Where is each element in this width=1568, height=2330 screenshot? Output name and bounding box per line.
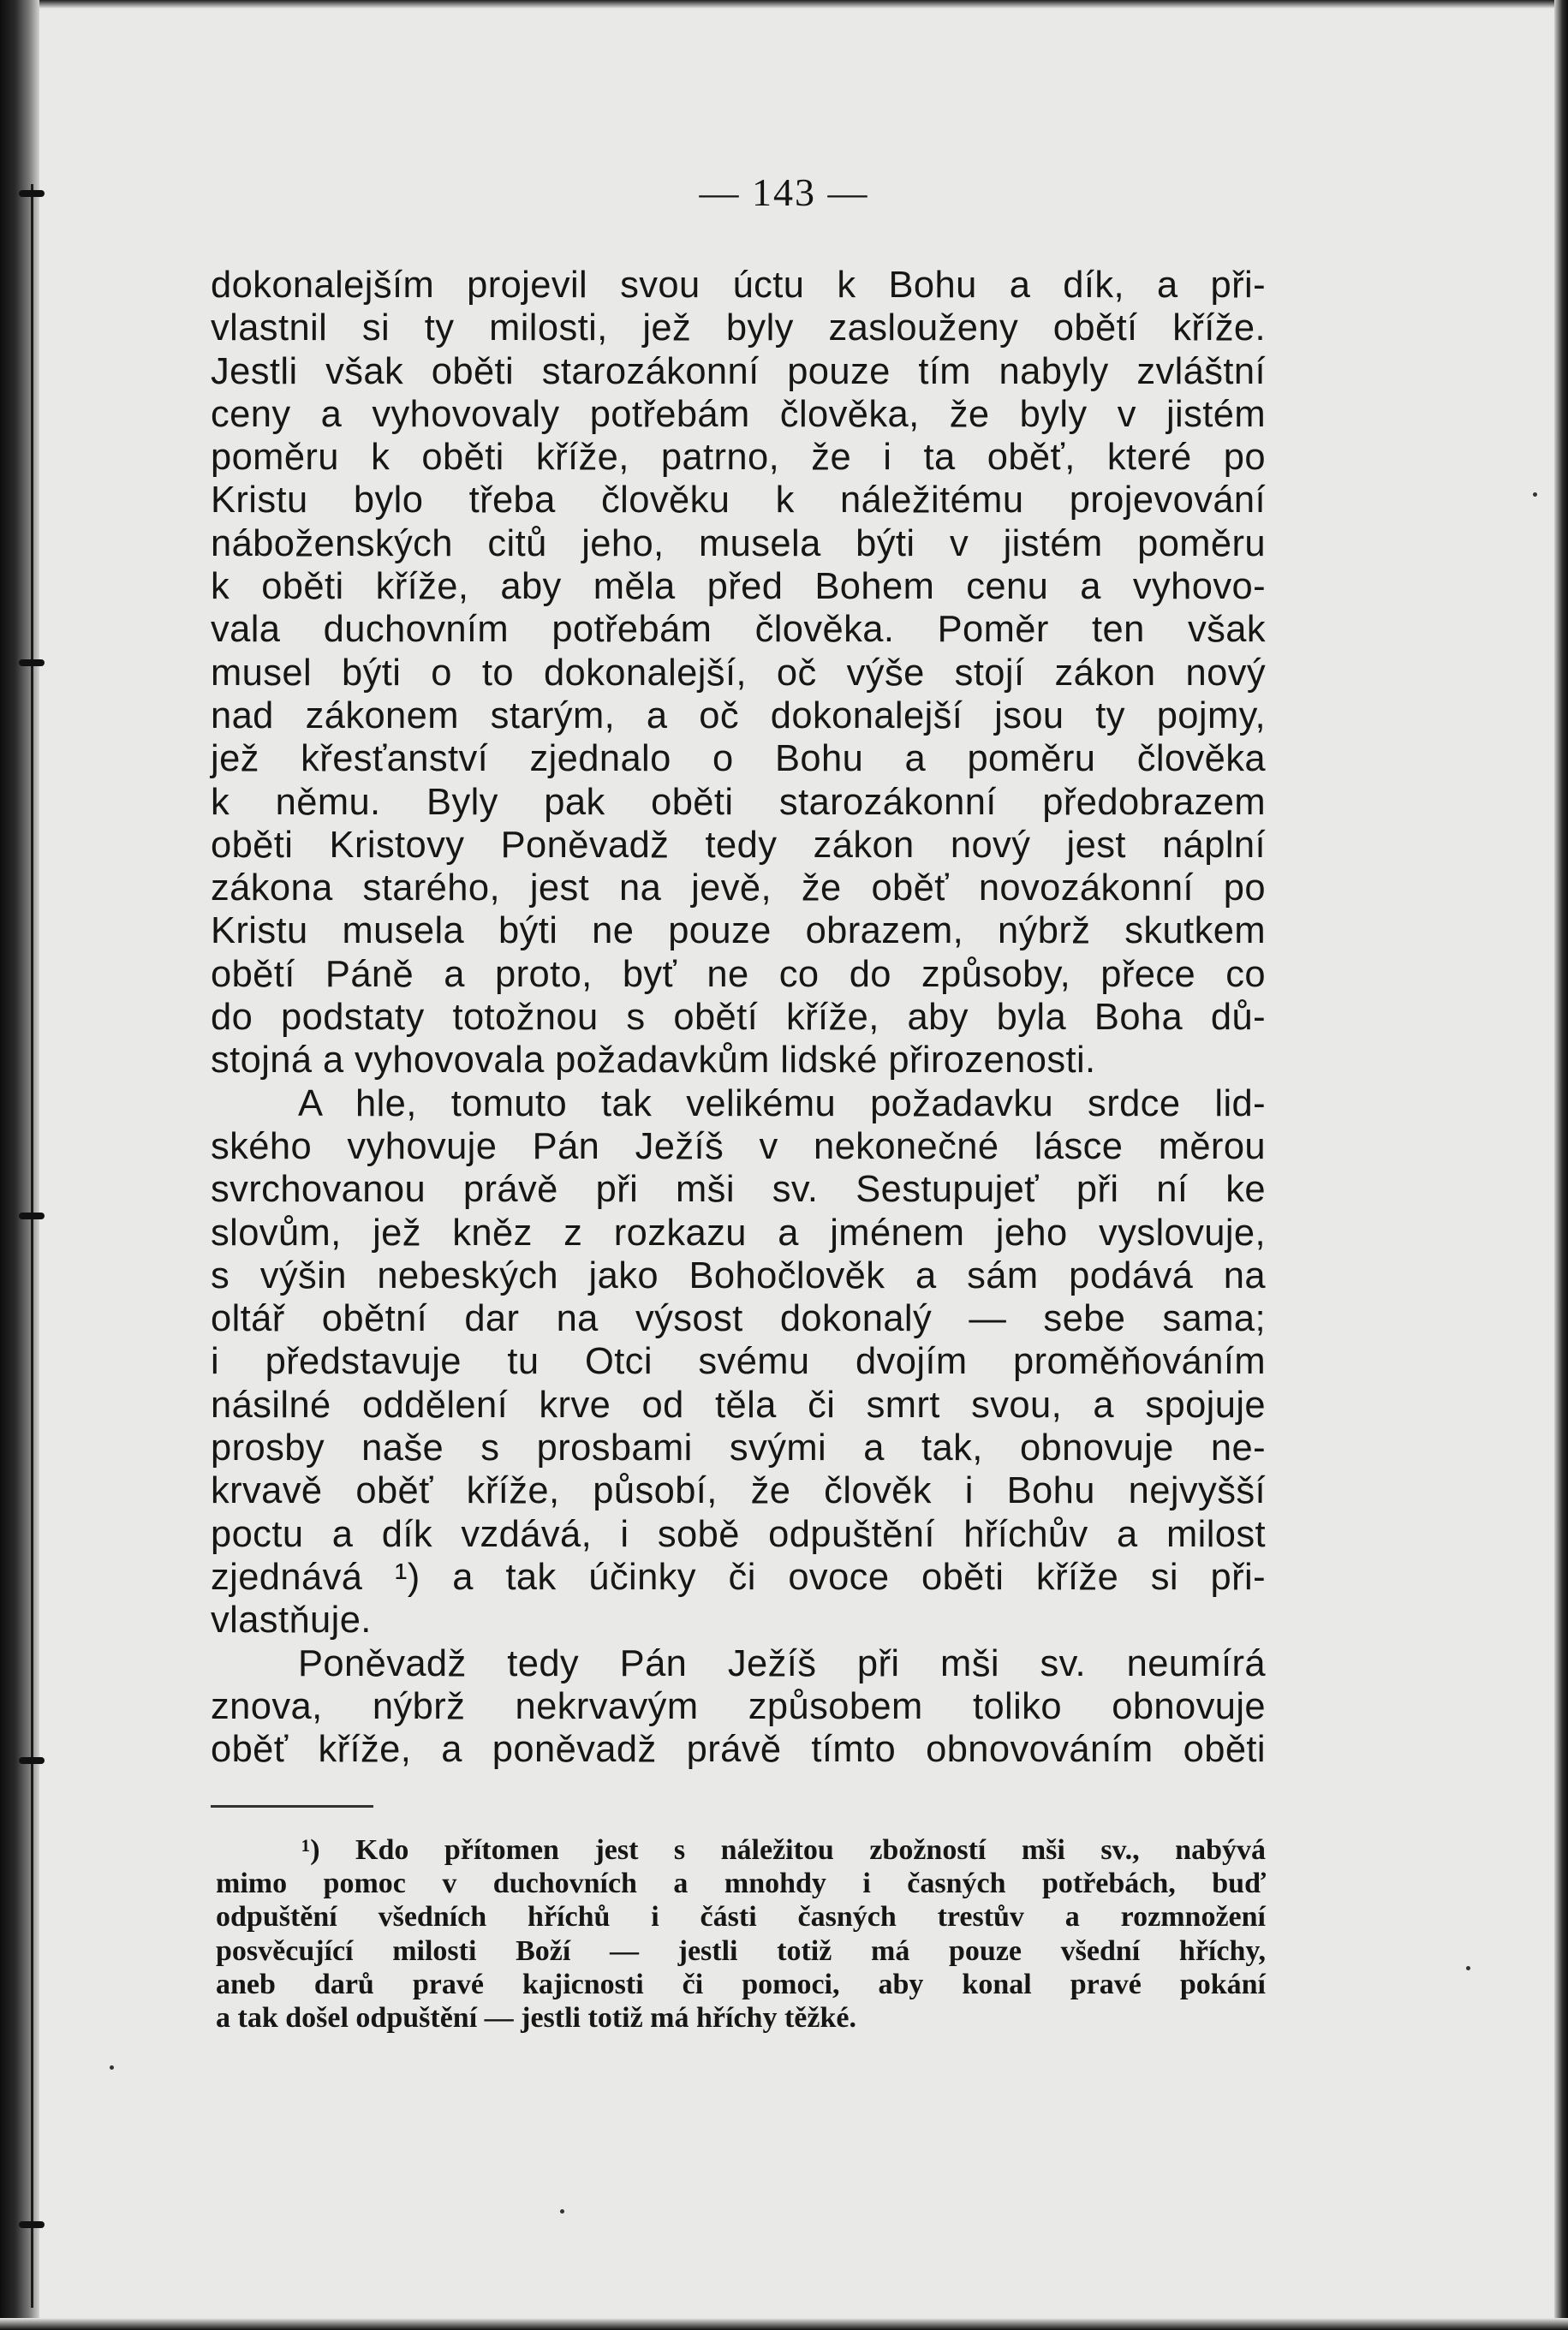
text-line: ceny a vyhovovaly potřebám člověka, že byly v jistém — [211, 393, 1266, 435]
text-line: oběti Kristovy Poněvadž tedy zákon nový jest náplní — [211, 824, 1266, 866]
text-line: k němu. Byly pak oběti starozákonní předobrazem — [211, 781, 1266, 823]
paragraph-start-line: A hle, tomuto tak velikému požadavku srdce lid- — [298, 1082, 1266, 1124]
binding-mark — [19, 1757, 45, 1764]
text-line: nad zákonem starým, a oč dokonalejší jsou ty pojmy, — [211, 694, 1266, 736]
page-number: — 143 — — [699, 170, 869, 214]
text-line: ského vyhovuje Pán Ježíš v nekonečné lásce měrou — [211, 1125, 1266, 1167]
scan-speck — [110, 2065, 114, 2070]
text-line: násilné oddělení krve od těla či smrt svou, a spojuje — [211, 1384, 1266, 1426]
text-line: stojná a vyhovovala požadavkům lidské přirozenosti. — [211, 1040, 1096, 1082]
binding-rule — [31, 184, 33, 2308]
footnote-line: aneb darů pravé kajicnosti či pomoci, aby konal pravé pokání — [216, 1968, 1266, 2000]
text-line: poměru k oběti kříže, patrno, že i ta oběť, které po — [211, 437, 1266, 479]
paragraph-start-line: Poněvadž tedy Pán Ježíš při mši sv. neumírá — [298, 1642, 1266, 1684]
text-line: oběť kříže, a poněvadž právě tímto obnovováním oběti — [211, 1729, 1266, 1771]
binding-mark — [19, 659, 45, 666]
text-line: i představuje tu Otci svému dvojím proměňováním — [211, 1341, 1266, 1383]
text-line: musel býti o to dokonalejší, oč výše stojí zákon nový — [211, 652, 1266, 694]
text-line: dokonalejším projevil svou úctu k Bohu a dík, a při- — [211, 265, 1266, 306]
scan-speck — [1466, 1966, 1470, 1970]
text-line: prosby naše s prosbami svými a tak, obnovuje ne- — [211, 1427, 1266, 1469]
text-line: jež křesťanství zjednalo o Bohu a poměru člověka — [211, 738, 1266, 780]
scan-speck — [1533, 492, 1537, 497]
text-line: s výšin nebeských jako Bohočlověk a sám podává na — [211, 1254, 1266, 1296]
text-line: Kristu musela býti ne pouze obrazem, nýbrž skutkem — [211, 910, 1266, 952]
page-top-edge — [0, 0, 1568, 9]
footnote-line: odpuštění všedních hříchů i části časných trestův a rozmnožení — [216, 1901, 1266, 1934]
footnote-separator — [211, 1805, 373, 1808]
binding-mark — [19, 1213, 45, 1219]
footnote — [216, 1833, 1266, 2035]
page-left-edge — [0, 0, 39, 2330]
text-line: zjednává ¹) a tak účinky či ovoce oběti kříže si při- — [211, 1556, 1266, 1598]
body-text — [211, 264, 1266, 1771]
footnote-line: posvěcující milosti Boží — jestli totiž má pouze všední hříchy, — [216, 1934, 1266, 1967]
text-line: do podstaty totožnou s obětí kříže, aby byla Boha dů- — [211, 997, 1266, 1039]
footnote-line: a tak došel odpuštění — jestli totiž má hříchy těžké. — [216, 2002, 856, 2035]
text-line: Jestli však oběti starozákonní pouze tím nabyly zvláštní — [211, 350, 1266, 392]
page-right-edge — [1554, 0, 1568, 2330]
binding-mark — [19, 2221, 45, 2228]
scan-speck — [560, 2209, 564, 2214]
text-line: k oběti kříže, aby měla před Bohem cenu a vyhovo- — [211, 566, 1266, 608]
text-line: oltář obětní dar na výsost dokonalý — sebe sama; — [211, 1298, 1266, 1340]
text-line: svrchovanou právě při mši sv. Sestupujeť při ní ke — [211, 1169, 1266, 1211]
text-line: obětí Páně a proto, byť ne co do způsoby, přece co — [211, 953, 1266, 995]
footnote-line: mimo pomoc v duchovních a mnohdy i časných potřebách, buď — [216, 1868, 1266, 1900]
text-line: krvavě oběť kříže, působí, že člověk i Bohu nejvyšší — [211, 1470, 1266, 1512]
text-line: vlastnil si ty milosti, jež byly zaslouženy obětí kříže. — [211, 307, 1266, 349]
text-line: slovům, jež kněz z rozkazu a jménem jeho vyslovuje, — [211, 1212, 1266, 1254]
text-line: náboženských citů jeho, musela býti v jistém poměru — [211, 522, 1266, 564]
footnote-line: ¹) Kdo přítomen jest s náležitou zbožností mši sv., nabývá — [301, 1834, 1266, 1866]
page-bottom-edge — [0, 2318, 1568, 2330]
text-line: vala duchovním potřebám člověka. Poměr ten však — [211, 609, 1266, 651]
text-line: Kristu bylo třeba člověku k náležitému projevování — [211, 480, 1266, 521]
text-line: zákona starého, jest na jevě, že oběť novozákonní po — [211, 867, 1266, 909]
text-line: vlastňuje. — [211, 1600, 372, 1642]
text-line: poctu a dík vzdává, i sobě odpuštění hříchův a milost — [211, 1513, 1266, 1555]
text-line: znova, nýbrž nekrvavým způsobem toliko obnovuje — [211, 1685, 1266, 1727]
